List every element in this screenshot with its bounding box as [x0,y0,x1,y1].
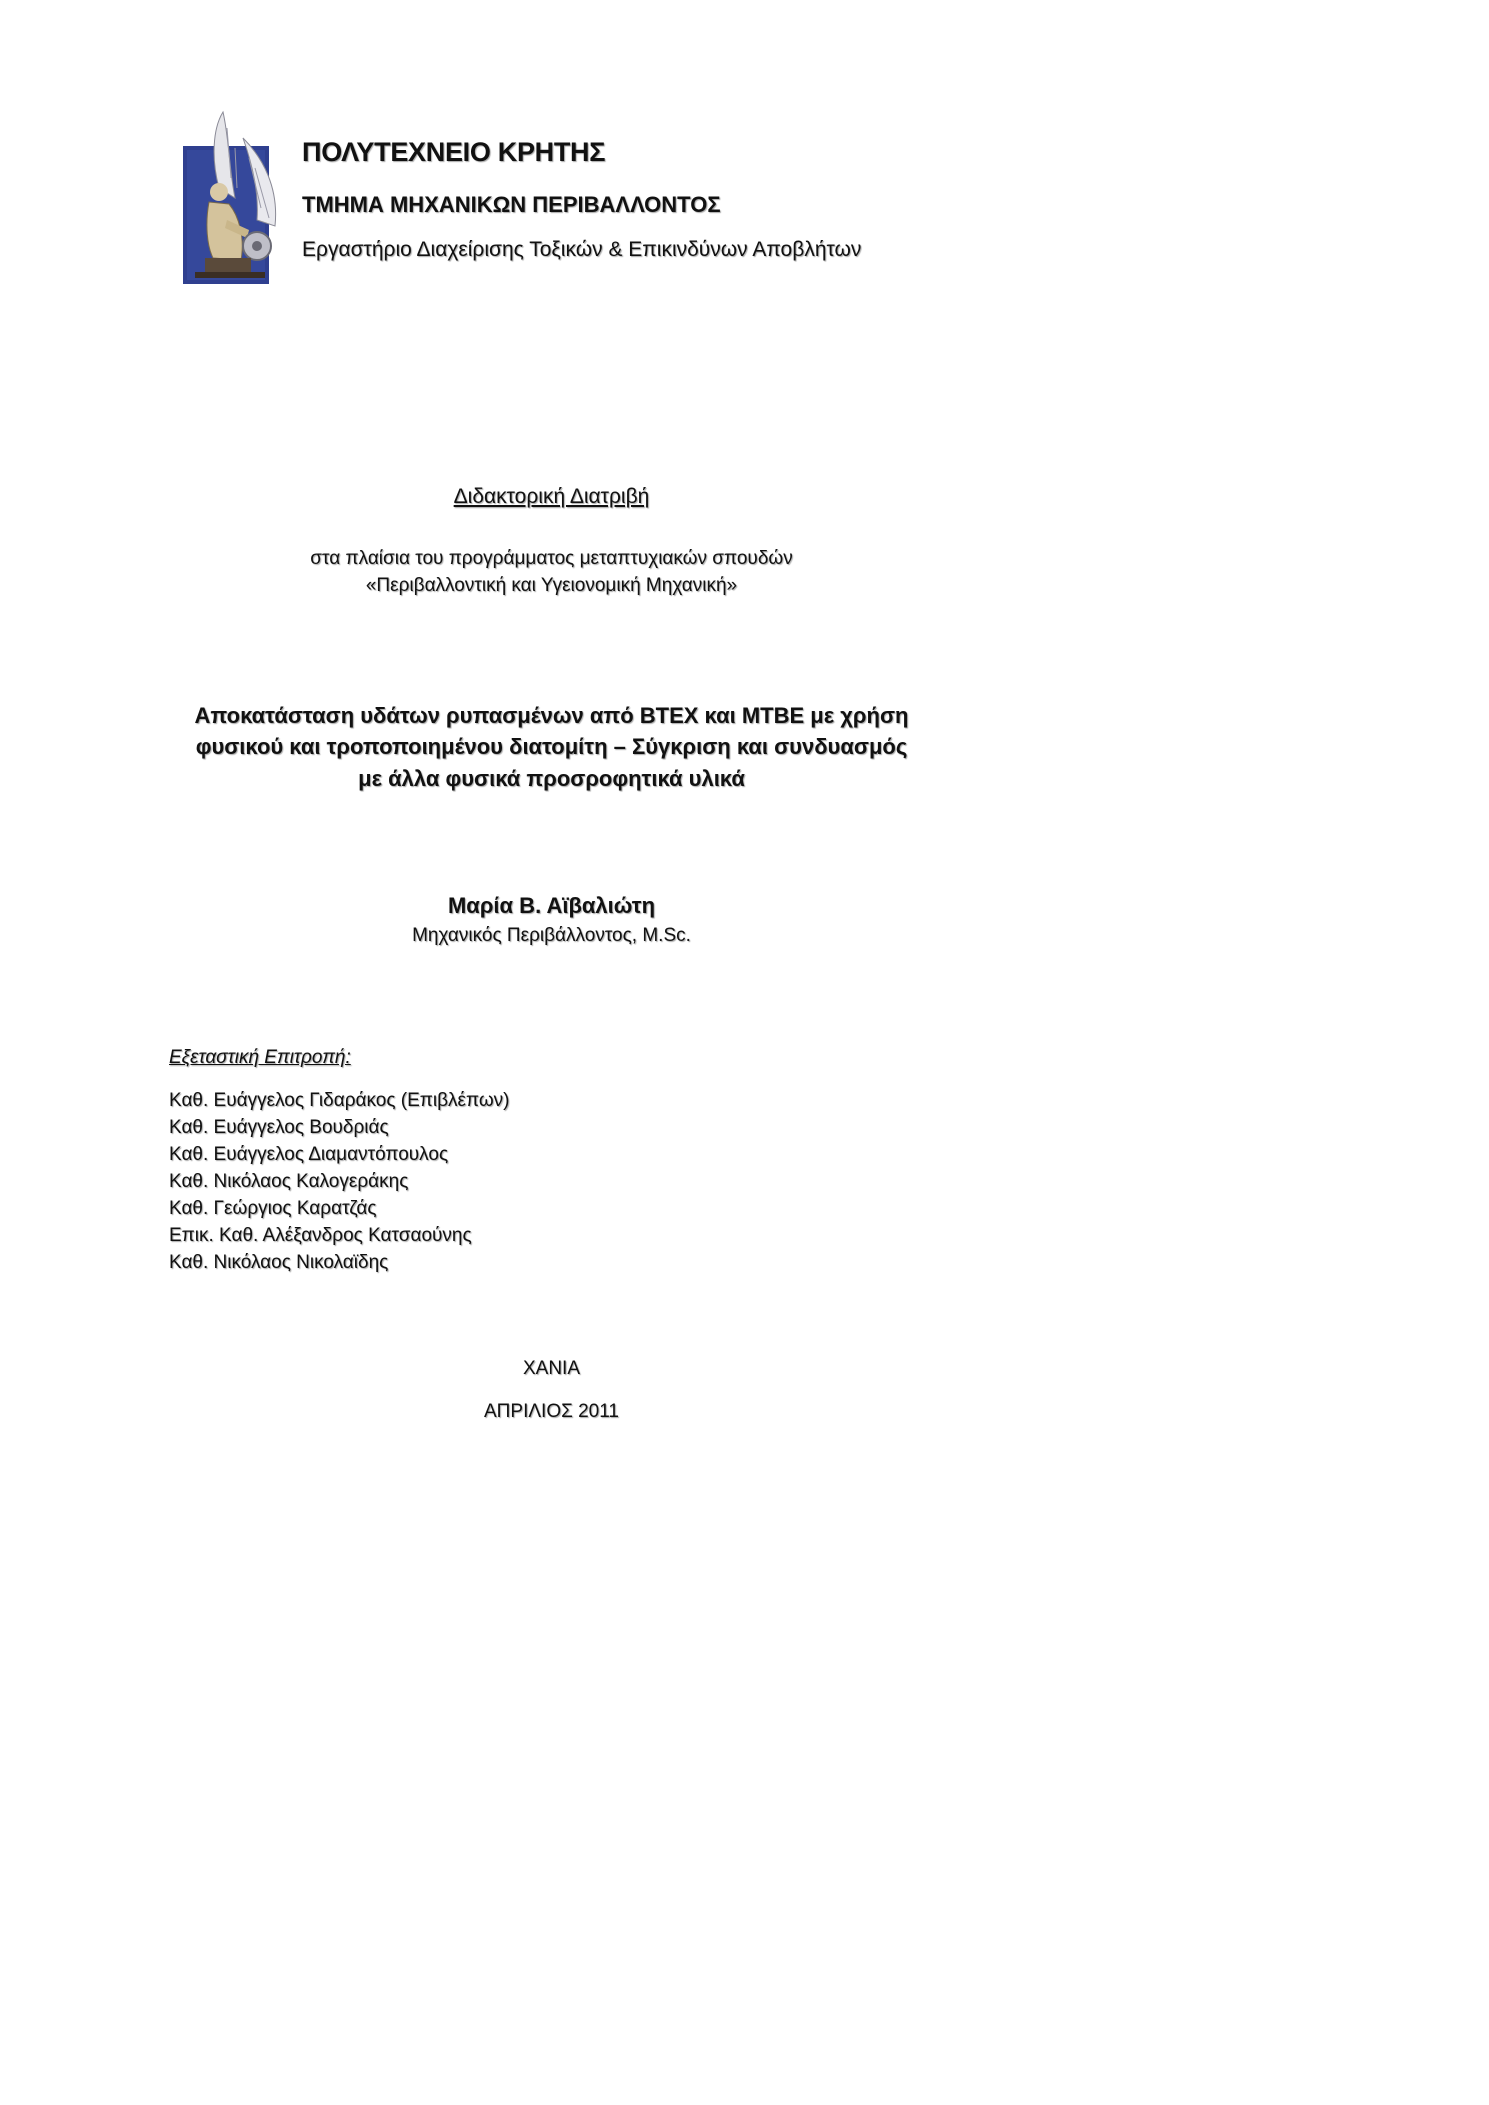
university-logo-icon [183,108,281,284]
committee-list [169,1087,510,1276]
thesis-title-line-3: με άλλα φυσικά προσροφητικά υλικά [358,766,745,791]
committee-member: Καθ. Ευάγγελος Γιδαράκος (Επιβλέπων) [169,1090,510,1111]
laboratory-name: Εργαστήριο Διαχείρισης Τοξικών & Επικινδύνων Αποβλήτων [302,238,862,261]
thesis-title-line-1: Αποκατάσταση υδάτων ρυπασμένων από BTEX και MTBE με χρήση [194,703,909,728]
committee-heading: Εξεταστική Επιτροπή: [169,1047,351,1068]
date: ΑΠΡΙΛΙΟΣ 2011 [484,1401,619,1422]
program-line-1: στα πλαίσια του προγράμματος μεταπτυχιακών σπουδών [310,548,793,569]
university-name: ΠΟΛΥΤΕΧΝΕΙΟ ΚΡΗΤΗΣ [302,137,606,167]
document-type: Διδακτορική Διατριβή [453,485,650,508]
committee-member: Καθ. Νικόλαος Καλογεράκης [169,1171,409,1192]
committee-member: Επικ. Καθ. Αλέξανδρος Κατσαούνης [169,1225,472,1246]
program-line-2: «Περιβαλλοντική και Υγειονομική Μηχανική» [365,575,738,596]
committee-member: Καθ. Ευάγγελος Διαμαντόπουλος [169,1144,449,1165]
thesis-title-line-2: φυσικού και τροποποιημένου διατομίτη – Σύγκριση και συνδυασμός [195,734,908,759]
committee-member: Καθ. Ευάγγελος Βουδριάς [169,1117,389,1138]
city: ΧΑΝΙΑ [522,1358,581,1379]
author-role: Μηχανικός Περιβάλλοντος, M.Sc. [412,925,691,946]
committee-member: Καθ. Νικόλαος Νικολαϊδης [169,1252,389,1273]
author-name: Μαρία Β. Αϊβαλιώτη [447,893,656,918]
committee-member: Καθ. Γεώργιος Καρατζάς [169,1198,377,1219]
department-name: ΤΜΗΜΑ ΜΗΧΑΝΙΚΩΝ ΠΕΡΙΒΑΛΛΟΝΤΟΣ [302,192,721,217]
